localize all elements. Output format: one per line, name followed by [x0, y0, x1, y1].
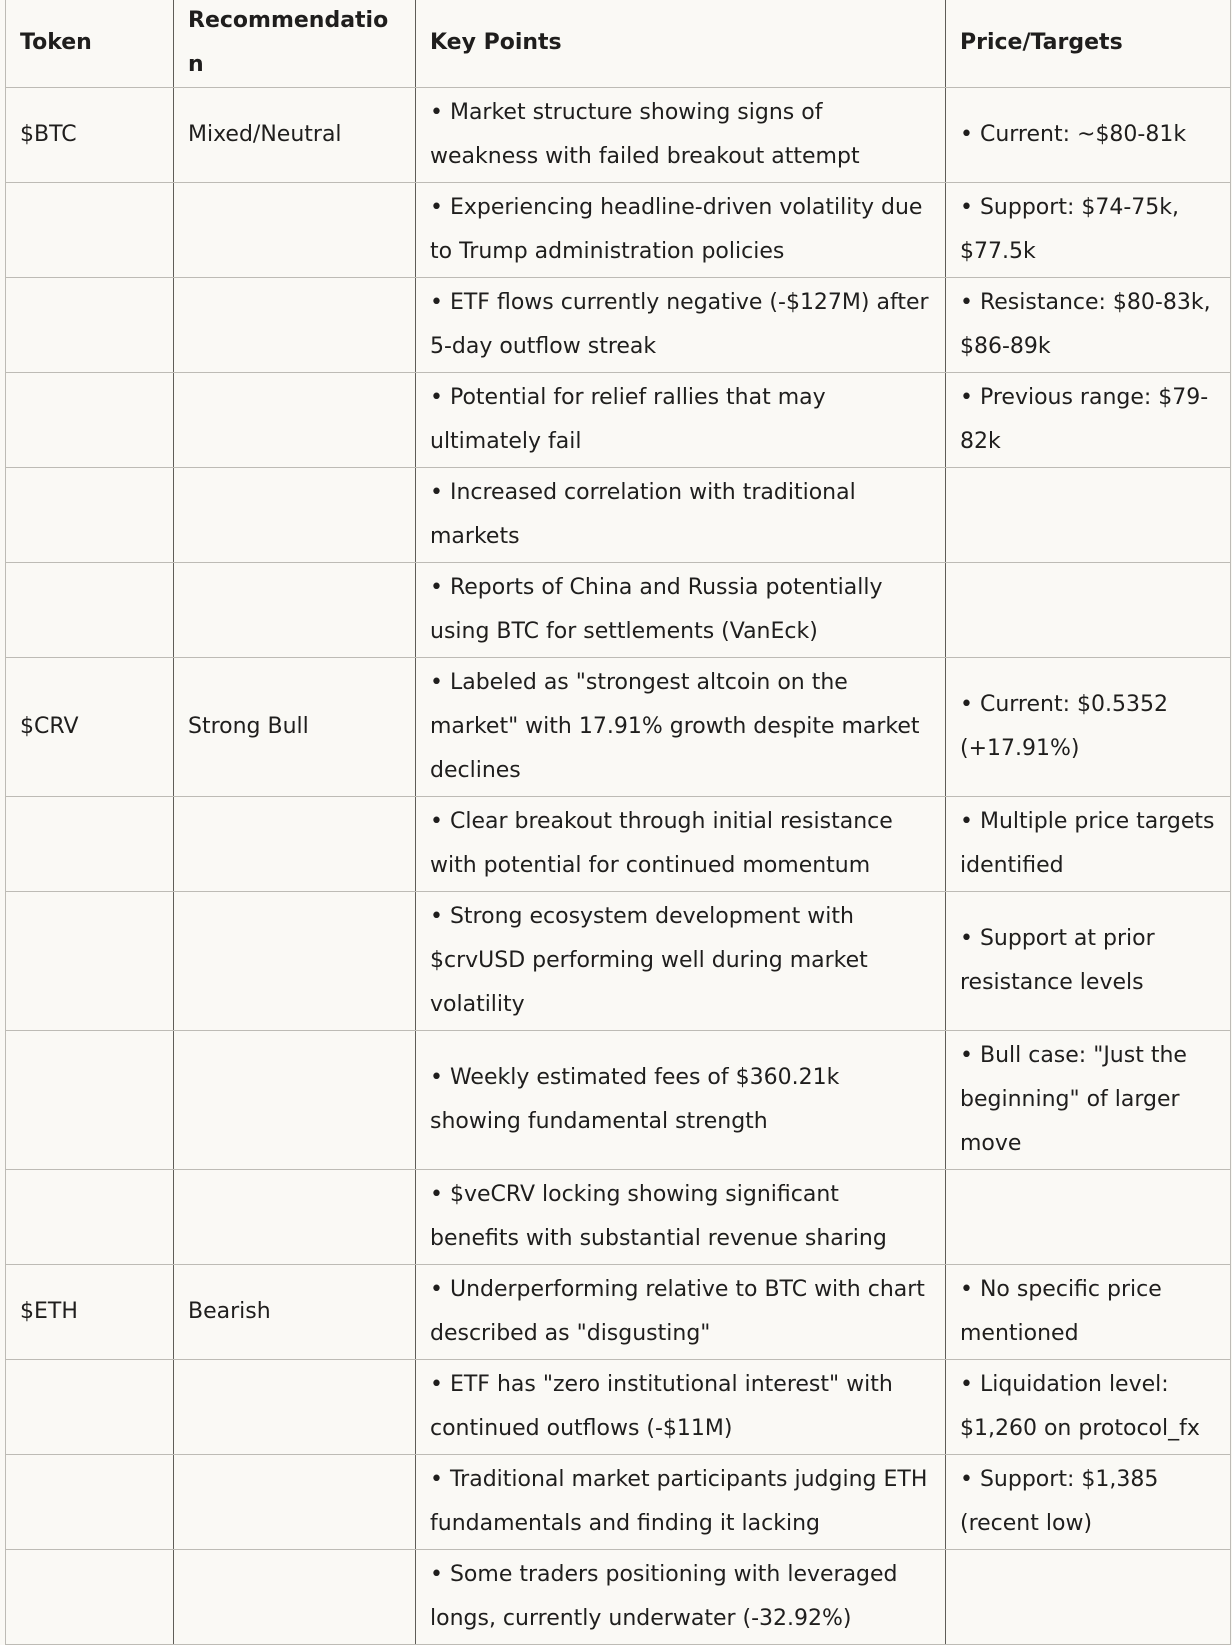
cell-price-target — [946, 1170, 1231, 1265]
cell-price-target: • Current: ~$80-81k — [946, 88, 1231, 183]
cell-token — [6, 373, 174, 468]
cell-key-point: • Underperforming relative to BTC with chart described as "disgusting" — [416, 1265, 946, 1360]
cell-token — [6, 892, 174, 1031]
cell-token — [6, 183, 174, 278]
cell-recommendation — [174, 1550, 416, 1645]
table-row — [6, 278, 1231, 373]
cell-key-point: • Increased correlation with traditional markets — [416, 468, 946, 563]
cell-key-point: • ETF flows currently negative (-$127M) after 5-day outflow streak — [416, 278, 946, 373]
table-row — [6, 183, 1231, 278]
header-price-targets: Price/Targets — [946, 0, 1231, 88]
cell-recommendation — [174, 892, 416, 1031]
cell-price-target — [946, 1550, 1231, 1645]
table-row — [6, 1170, 1231, 1265]
cell-key-point: • Labeled as "strongest altcoin on the market" with 17.91% growth despite market declines — [416, 658, 946, 797]
cell-recommendation — [174, 183, 416, 278]
header-key-points: Key Points — [416, 0, 946, 88]
cell-key-point: • Market structure showing signs of weakness with failed breakout attempt — [416, 88, 946, 183]
header-row — [6, 0, 1231, 88]
cell-price-target: • Support: $1,385 (recent low) — [946, 1455, 1231, 1550]
cell-token — [6, 278, 174, 373]
cell-recommendation — [174, 278, 416, 373]
cell-key-point: • Experiencing headline-driven volatility due to Trump administration policies — [416, 183, 946, 278]
header-recommendation: Recommendation — [174, 0, 416, 88]
cell-token: $BTC — [6, 88, 174, 183]
cell-recommendation — [174, 797, 416, 892]
cell-recommendation — [174, 1360, 416, 1455]
cell-token — [6, 468, 174, 563]
table-row — [6, 1031, 1231, 1170]
cell-recommendation: Mixed/Neutral — [174, 88, 416, 183]
cell-recommendation: Strong Bull — [174, 658, 416, 797]
cell-price-target: • Support at prior resistance levels — [946, 892, 1231, 1031]
cell-recommendation — [174, 1455, 416, 1550]
cell-token — [6, 1170, 174, 1265]
table-row — [6, 1455, 1231, 1550]
table-row — [6, 373, 1231, 468]
table-row — [6, 563, 1231, 658]
cell-token: $CRV — [6, 658, 174, 797]
cell-key-point: • Clear breakout through initial resistance with potential for continued momentum — [416, 797, 946, 892]
cell-price-target: • No specific price mentioned — [946, 1265, 1231, 1360]
cell-recommendation — [174, 1170, 416, 1265]
table-row — [6, 797, 1231, 892]
cell-token — [6, 1031, 174, 1170]
token-analysis-table — [5, 0, 1231, 1645]
table-row — [6, 468, 1231, 563]
cell-token — [6, 1455, 174, 1550]
cell-token — [6, 563, 174, 658]
cell-key-point: • $veCRV locking showing significant benefits with substantial revenue sharing — [416, 1170, 946, 1265]
cell-key-point: • Strong ecosystem development with $crvUSD performing well during market volatility — [416, 892, 946, 1031]
cell-price-target: • Previous range: $79-82k — [946, 373, 1231, 468]
cell-token — [6, 1360, 174, 1455]
cell-price-target: • Liquidation level: $1,260 on protocol_fx — [946, 1360, 1231, 1455]
table-row — [6, 1550, 1231, 1645]
cell-recommendation — [174, 563, 416, 658]
cell-token: $ETH — [6, 1265, 174, 1360]
header-token: Token — [6, 0, 174, 88]
cell-key-point: • Potential for relief rallies that may ultimately fail — [416, 373, 946, 468]
cell-price-target: • Bull case: "Just the beginning" of larger move — [946, 1031, 1231, 1170]
cell-recommendation — [174, 1031, 416, 1170]
cell-key-point: • Traditional market participants judging ETH fundamentals and finding it lacking — [416, 1455, 946, 1550]
cell-recommendation — [174, 468, 416, 563]
cell-price-target: • Support: $74-75k, $77.5k — [946, 183, 1231, 278]
cell-key-point: • Some traders positioning with leveraged longs, currently underwater (-32.92%) — [416, 1550, 946, 1645]
cell-key-point: • ETF has "zero institutional interest" with continued outflows (-$11M) — [416, 1360, 946, 1455]
cell-recommendation: Bearish — [174, 1265, 416, 1360]
cell-key-point: • Reports of China and Russia potentially using BTC for settlements (VanEck) — [416, 563, 946, 658]
cell-token — [6, 1550, 174, 1645]
cell-price-target: • Multiple price targets identified — [946, 797, 1231, 892]
cell-price-target: • Current: $0.5352 (+17.91%) — [946, 658, 1231, 797]
cell-token — [6, 797, 174, 892]
cell-price-target — [946, 468, 1231, 563]
table-row — [6, 892, 1231, 1031]
table-body — [6, 88, 1231, 1645]
cell-key-point: • Weekly estimated fees of $360.21k showing fundamental strength — [416, 1031, 946, 1170]
table-row — [6, 1265, 1231, 1360]
table-row — [6, 88, 1231, 183]
table-row — [6, 658, 1231, 797]
cell-recommendation — [174, 373, 416, 468]
cell-price-target — [946, 563, 1231, 658]
table-row — [6, 1360, 1231, 1455]
cell-price-target: • Resistance: $80-83k, $86-89k — [946, 278, 1231, 373]
